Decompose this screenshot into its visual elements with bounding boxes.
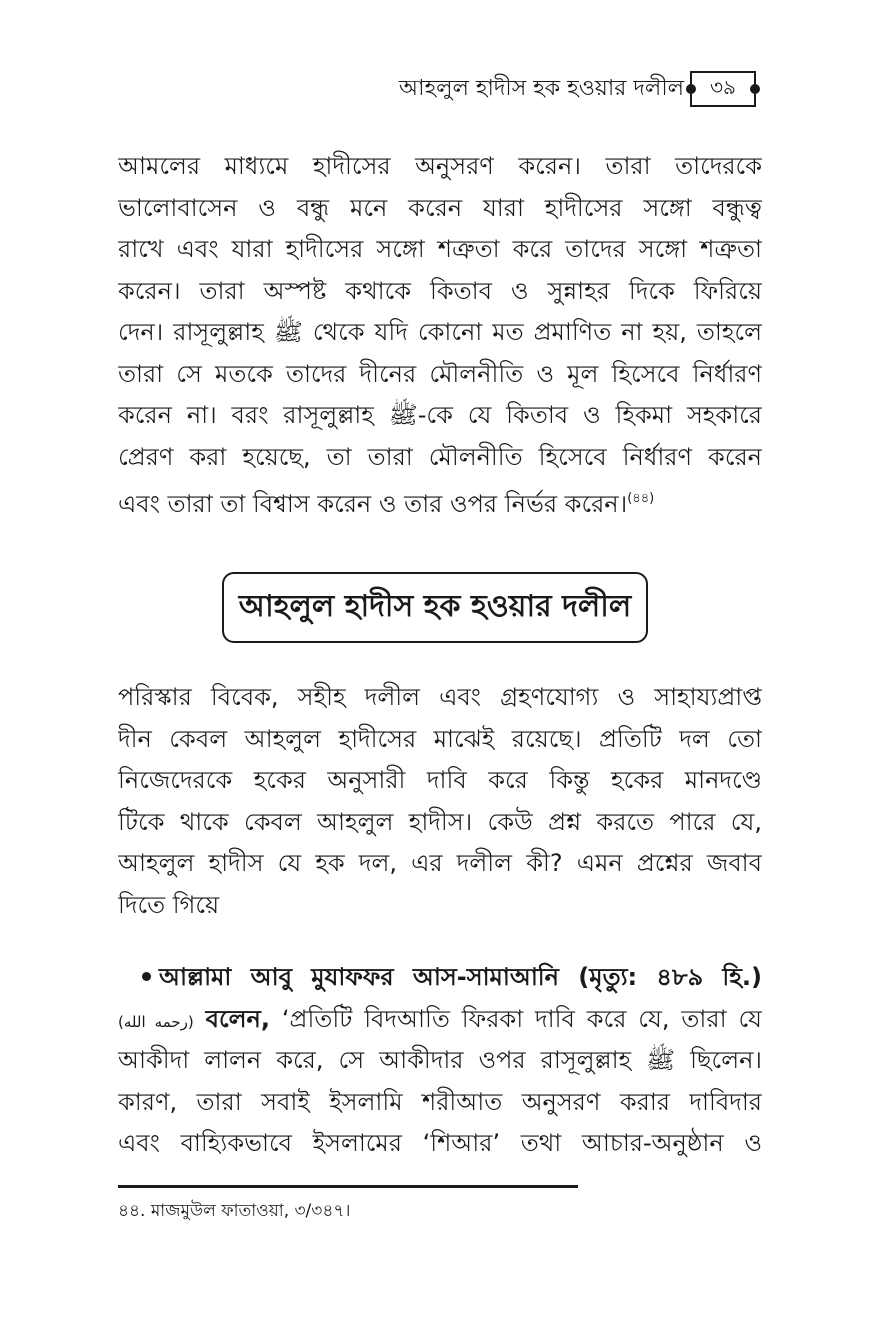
text-line: ভালোবাসেন ও বন্ধু মনে করেন যারা হাদীসের সঙ্গো বন্ধুত্ব bbox=[118, 193, 762, 222]
text-line: আহলুল হাদীস যে হক দল, এর দলীল কী? এমন প্রশ্নের জবাব bbox=[118, 849, 762, 877]
quote-paragraph bbox=[118, 957, 762, 1165]
text-line bbox=[118, 999, 762, 1041]
paragraph-1 bbox=[118, 146, 762, 520]
right-dot-ornament bbox=[750, 84, 760, 94]
footnote: ৪৪. মাজমুউল ফাতাওয়া, ৩/৩৪৭। bbox=[118, 1201, 351, 1221]
text-line: পরিস্কার বিবেক, সহীহ দলীল এবং গ্রহণযোগ্য ও সাহায্যপ্রাপ্ত bbox=[118, 683, 762, 711]
running-title: আহলুল হাদীস হক হওয়ার দলীল bbox=[398, 76, 684, 101]
text-line: এবং তারা তা বিশ্বাস করেন ও তার ওপর নির্ভর করেন। bbox=[118, 490, 628, 518]
text-line: তারা সে মতকে তাদের দীনের মৌলনীতি ও মূল হিসেবে নির্ধারণ bbox=[118, 359, 762, 388]
said-label: বলেন, bbox=[205, 1004, 270, 1033]
text-line: করেন। তারা অস্পষ্ট কথাকে কিতাব ও সুন্নাহর দিকে ফিরিয়ে bbox=[118, 276, 762, 305]
text-line: দিতে গিয়ে bbox=[118, 890, 220, 919]
bullet-line bbox=[118, 957, 762, 999]
text-line: প্রেরণ করা হয়েছে, তা তারা মৌলনীতি হিসেবে নির্ধারণ করেন bbox=[118, 442, 762, 471]
footnote-reference[interactable]: (৪৪) bbox=[627, 491, 655, 506]
text-line: টিকে থাকে কেবল আহলুল হাদীস। কেউ প্রশ্ন করতে পারে যে, bbox=[118, 807, 762, 836]
paragraph-2 bbox=[118, 677, 762, 926]
text-line: এবং বাহ্যিকভাবে ইসলামের ‘শিআর’ তথা আচার-অনুষ্ঠান ও bbox=[118, 1129, 762, 1157]
honorific-glyph: (رحمه الله) bbox=[118, 1012, 194, 1031]
scholar-name: আল্লামা আবু মুযাফফর আস-সামাআনি (মৃত্যু: ৪৮৯ হি.) bbox=[159, 963, 762, 991]
page-number-box bbox=[690, 71, 756, 107]
text-line: দেন। রাসূলুল্লাহ ﷺ থেকে যদি কোনো মত প্রমাণিত না হয়, তাহলে bbox=[118, 318, 762, 346]
text-line-with-footnote bbox=[118, 478, 762, 520]
section-heading-box bbox=[222, 572, 648, 643]
left-dot-ornament bbox=[686, 84, 696, 94]
bullet-icon bbox=[142, 972, 151, 981]
text-line: নিজেদেরকে হকের অনুসারী দাবি করে কিন্তু হকের মানদণ্ডে bbox=[118, 766, 762, 794]
running-header bbox=[300, 68, 756, 110]
text-line: দীন কেবল আহলুল হাদীসের মাঝেই রয়েছে। প্রতিটি দল তো bbox=[118, 724, 762, 753]
page-number: ৩৯ bbox=[710, 74, 736, 99]
text-line: রাখে এবং যারা হাদীসের সঙ্গো শত্রুতা করে তাদের সঙ্গো শত্রুতা bbox=[118, 235, 762, 263]
section-heading: আহলুল হাদীস হক হওয়ার দলীল bbox=[238, 589, 632, 624]
text-line: আমলের মাধ্যমে হাদীসের অনুসরণ করেন। তারা তাদেরকে bbox=[118, 152, 762, 180]
footnote-divider bbox=[118, 1185, 578, 1188]
quote-start: ‘প্রতিটি বিদআতি ফিরকা দাবি করে যে, তারা যে bbox=[281, 1004, 762, 1033]
text-line: করেন না। বরং রাসূলুল্লাহ ﷺ-কে যে কিতাব ও হিকমা সহকারে bbox=[118, 401, 762, 429]
text-line: আকীদা লালন করে, সে আকীদার ওপর রাসূলুল্লাহ ﷺ ছিলেন। bbox=[118, 1046, 762, 1074]
text-line: কারণ, তারা সবাই ইসলামি শরীআত অনুসরণ করার দাবিদার bbox=[118, 1087, 762, 1116]
